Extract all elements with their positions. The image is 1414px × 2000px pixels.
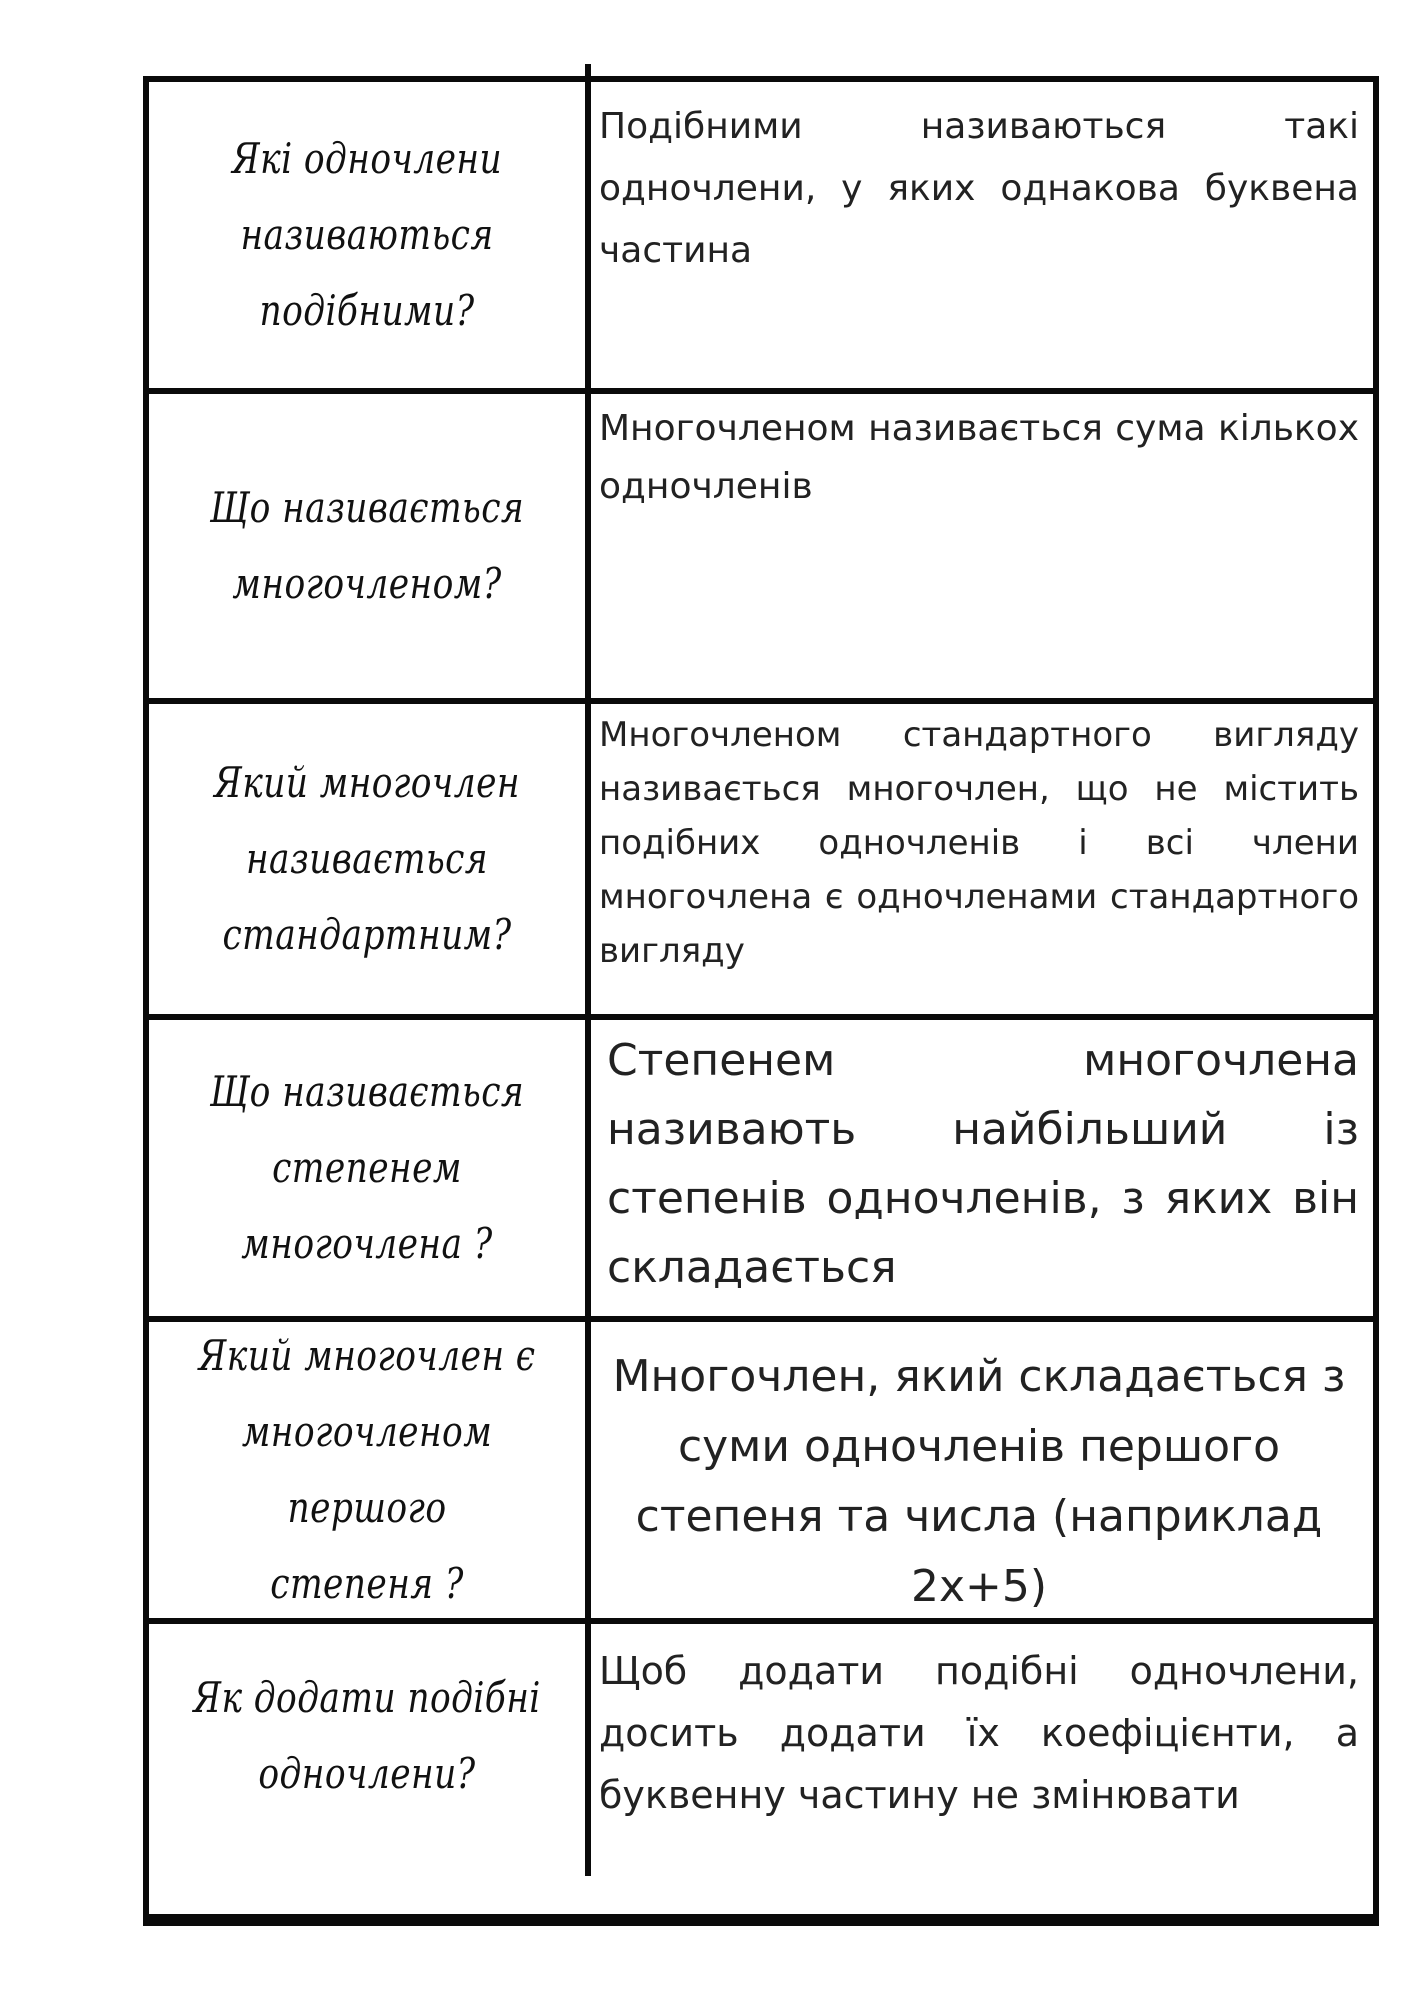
answer-cell: Щоб додати подібні одночлени, досить додати їх коефіцієнти, а буквенну частину не змінювати [599,1649,1359,1817]
question-line: називається [245,834,489,883]
answer-cell: Многочлен, який складається з суми одночленів першого степеня та числа (наприклад 2x+5) [612,1351,1346,1612]
table-row [149,1020,1373,1322]
table-row [149,704,1373,1020]
question-line: степенем [272,1143,462,1192]
question-cell [188,1624,546,1914]
question-cell [188,82,546,388]
table-row [149,82,1373,394]
question-line: многочлена ? [241,1219,493,1268]
question-line: степеня ? [270,1559,464,1608]
question-line: Які одночлени [231,134,503,183]
answer-cell: Степенем многочлена називають найбільший із степенів одночленів, з яких він складається [607,1035,1359,1293]
question-line: називаються [240,210,494,259]
question-cell [188,704,546,1014]
answer-cell: Многочленом називається сума кількох одночленів [599,408,1359,507]
table-row [149,1322,1373,1624]
question-line: стандартним? [222,910,512,959]
question-line: многочленом першого [241,1407,493,1532]
table-row [149,1624,1373,1920]
question-line: Як додати подібні [193,1673,541,1722]
question-line: Який многочлен є [198,1331,536,1380]
question-cell [188,1020,546,1316]
answer-cell: Многочленом стандартного вигляду називається многочлен, що не містить подібних одночленів і всі члени многочлена є одночленами стандартного вигляду [599,715,1359,971]
question-line: Що називається [209,1067,525,1116]
qa-table [143,76,1379,1926]
table-row [149,394,1373,704]
question-line: Що називається [209,483,525,532]
answer-cell: Подібними називаються такі одночлени, у яких однакова буквена частина [599,106,1359,271]
question-cell [188,1322,546,1618]
question-line: Який многочлен [214,758,520,807]
column-divider [585,64,591,1876]
question-line: подібними? [259,286,475,335]
question-cell [188,394,546,698]
question-line: одночлени? [258,1749,476,1798]
question-line: многочленом? [232,559,502,608]
